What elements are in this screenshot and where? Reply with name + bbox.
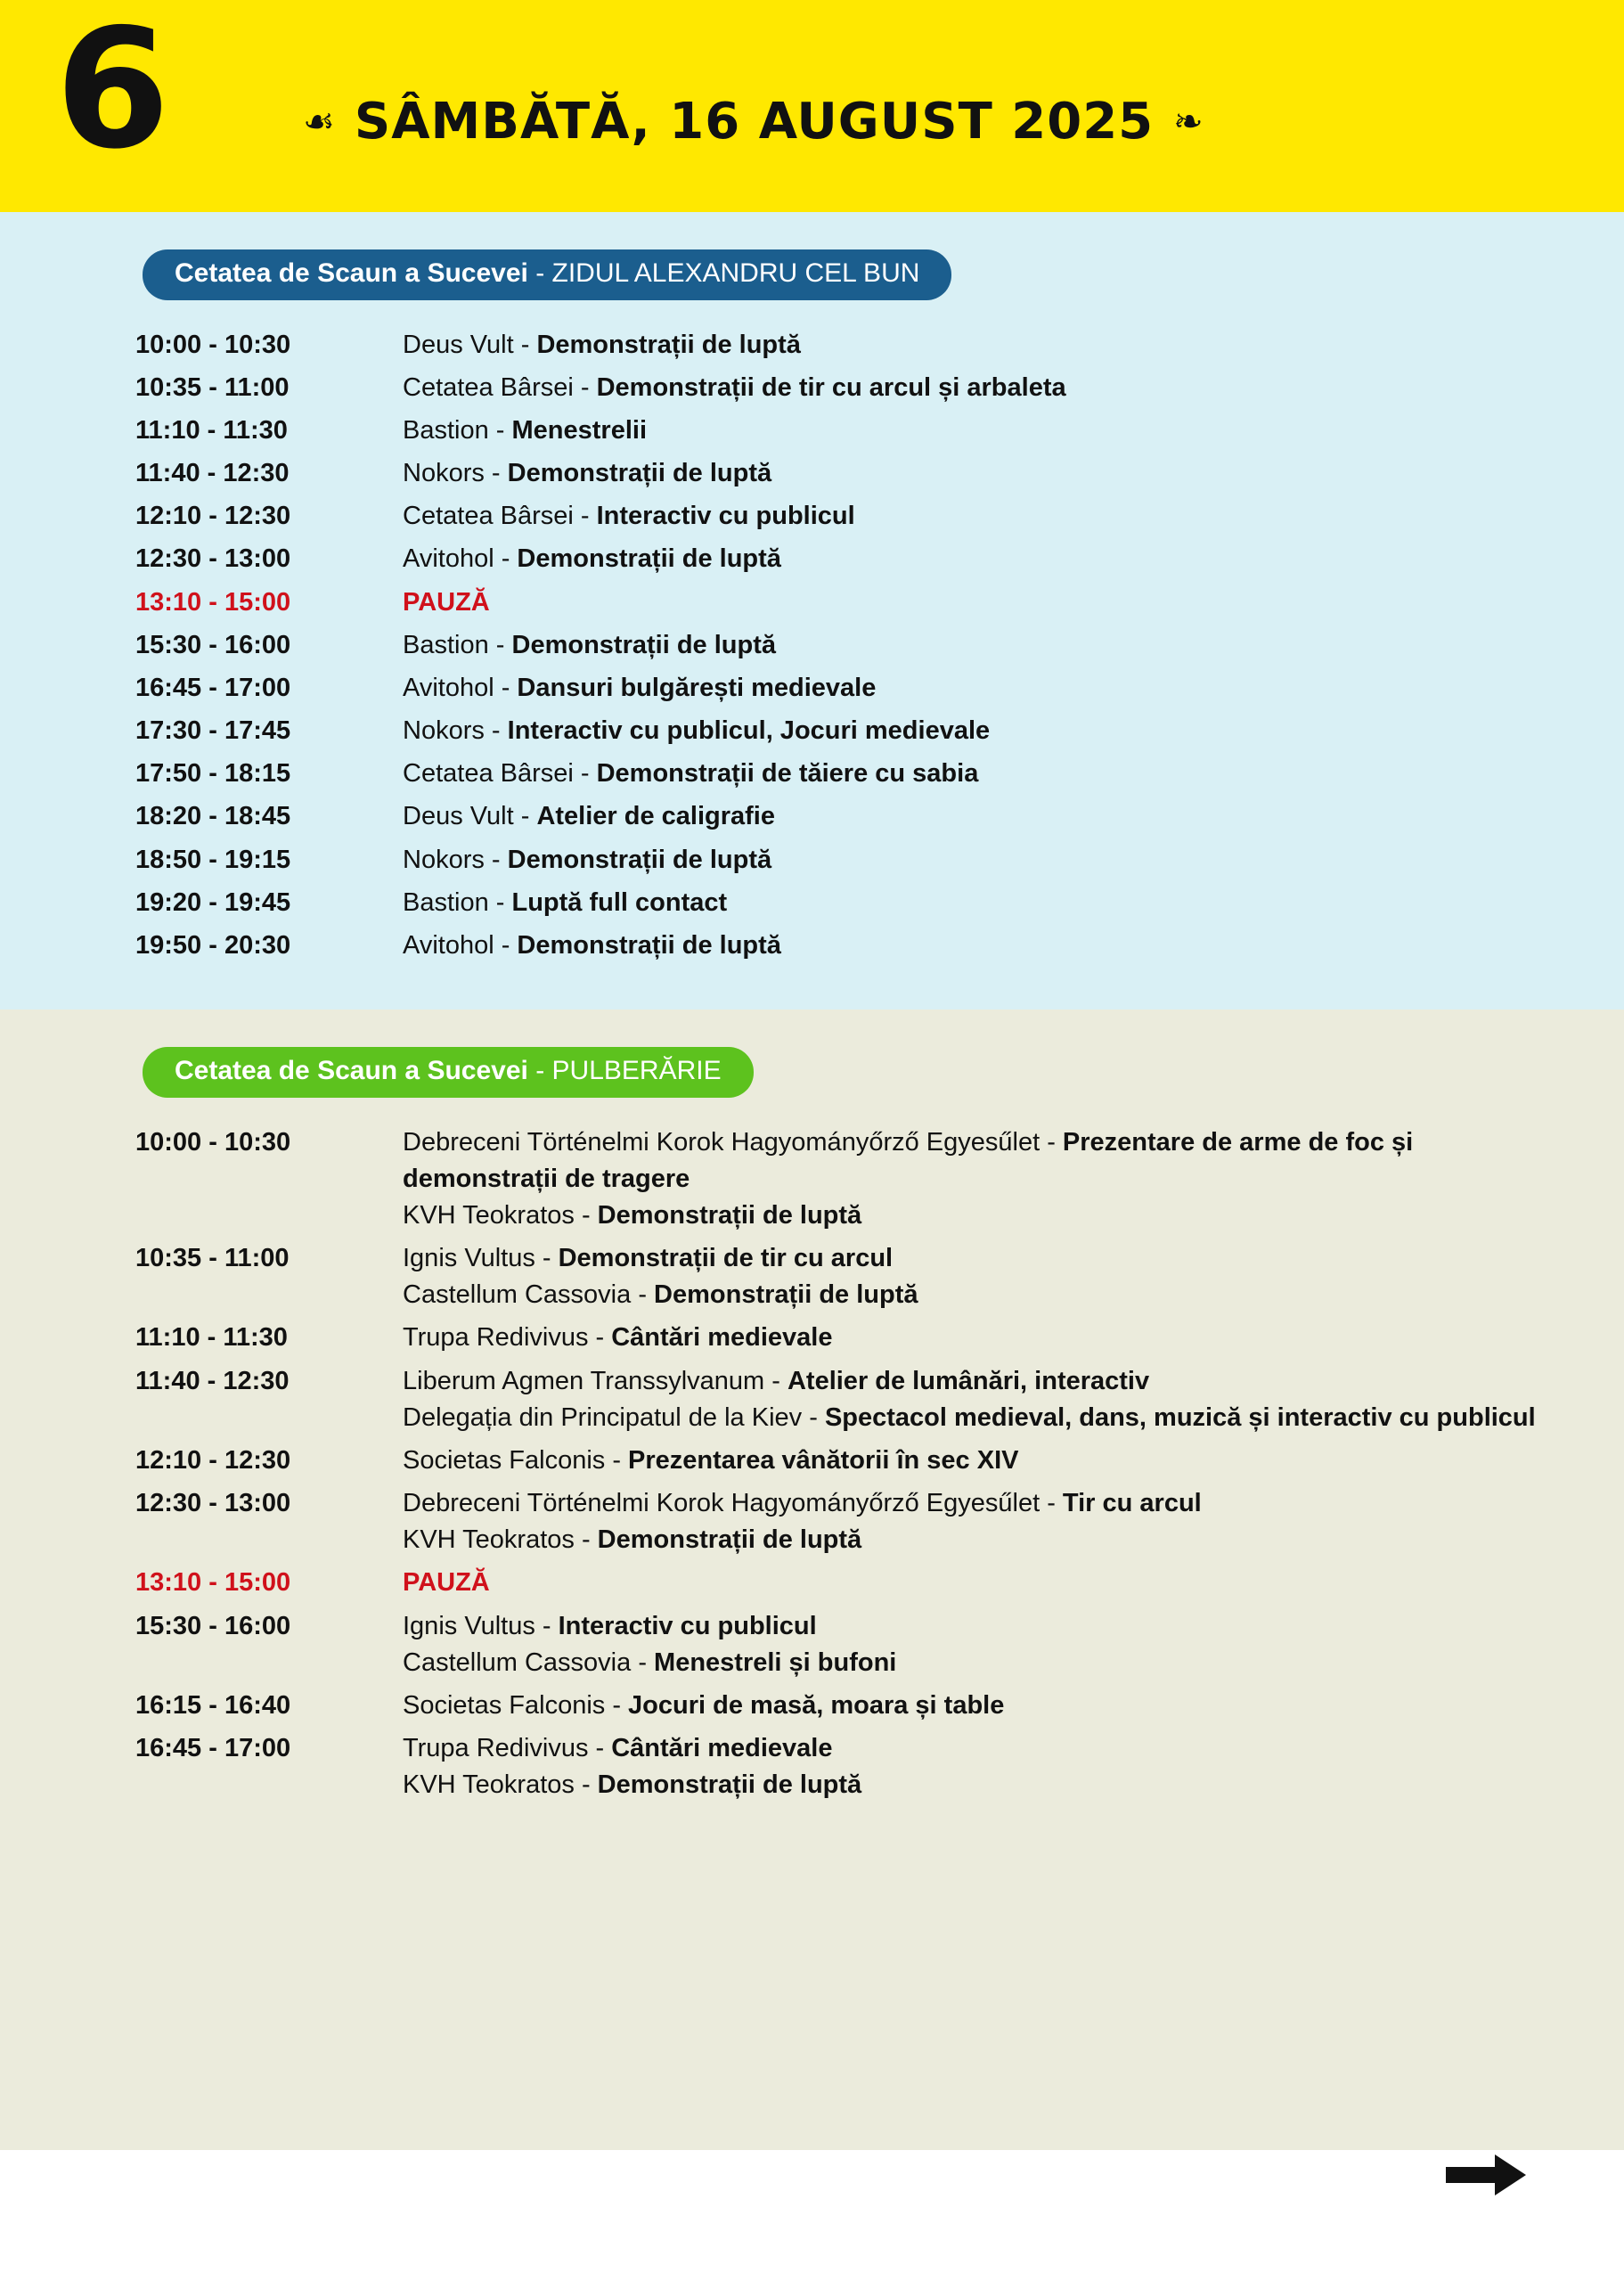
entry-activity: Atelier de lumânări, interactiv	[787, 1366, 1150, 1395]
entry-group: Bastion -	[403, 630, 512, 659]
entry-group: Liberum Agmen Transsylvanum -	[403, 1366, 788, 1395]
schedule-time: 18:20 - 18:45	[135, 802, 291, 831]
entry-activity: Luptă full contact	[511, 887, 728, 917]
entry-group: Castellum Cassovia -	[403, 1280, 655, 1310]
page-title: SÂMBĂTĂ, 16 AUGUST 2025	[354, 93, 1155, 151]
schedule-entries	[403, 1363, 1571, 1436]
schedule-time: 11:10 - 11:30	[135, 1323, 288, 1353]
entry-group: Nokors -	[403, 716, 508, 746]
entry-group: Cetatea Bârsei -	[403, 759, 597, 789]
schedule-row	[135, 1730, 1571, 1803]
schedule-row	[135, 1363, 1571, 1436]
schedule-row	[135, 455, 1571, 492]
schedule-row	[135, 627, 1571, 664]
entry-group: Trupa Redivivus -	[403, 1323, 612, 1353]
schedule-entries	[403, 1688, 1571, 1724]
day-number: 6	[55, 0, 167, 185]
schedule-entries	[403, 1565, 1571, 1601]
schedule-entries	[403, 498, 1571, 535]
schedule-entry	[403, 370, 1571, 406]
entry-activity: Prezentarea vânătorii în sec XIV	[628, 1445, 1019, 1475]
entry-group: KVH Teokratos -	[403, 1525, 598, 1555]
schedule-row	[135, 842, 1571, 879]
entry-group: Avitohol -	[403, 673, 518, 702]
entry-group: KVH Teokratos -	[403, 1770, 598, 1800]
schedule-entry	[403, 327, 1571, 364]
schedule-row	[135, 541, 1571, 577]
entry-group: Ignis Vultus -	[403, 1244, 559, 1273]
schedule-entry	[403, 585, 1571, 621]
schedule-row	[135, 413, 1571, 449]
schedule-time: 12:30 - 13:00	[135, 1489, 291, 1518]
entry-group: Castellum Cassovia -	[403, 1647, 655, 1677]
header-title-wrap	[303, 93, 1204, 151]
schedule-entries	[403, 455, 1571, 492]
schedule-entries	[403, 1608, 1571, 1681]
schedule-list	[0, 1124, 1624, 1804]
entry-activity: Menestreli și bufoni	[654, 1647, 897, 1677]
schedule-row	[135, 1608, 1571, 1681]
entry-activity: Demonstrații de luptă	[511, 630, 776, 659]
entry-activity: Demonstrații de luptă	[597, 1200, 862, 1230]
schedule-entry	[403, 1608, 1571, 1645]
schedule-entry	[403, 1277, 1571, 1313]
schedule-entry	[403, 670, 1571, 707]
schedule-entry	[403, 1767, 1571, 1803]
venue-area: - PULBERĂRIE	[527, 1056, 722, 1086]
schedule-entries	[403, 370, 1571, 406]
schedule-time: 16:45 - 17:00	[135, 1734, 291, 1763]
entry-activity: Interactiv cu publicul	[596, 502, 855, 531]
arrow-right-icon[interactable]	[1446, 2154, 1526, 2195]
schedule-row	[135, 885, 1571, 921]
entry-group: Societas Falconis -	[403, 1690, 629, 1720]
ornament-right-icon: ❧	[1173, 102, 1204, 142]
entry-group: Deus Vult -	[403, 330, 537, 359]
venue-name: Cetatea de Scaun a Sucevei	[175, 258, 528, 288]
page-header	[0, 0, 1624, 212]
schedule-entries	[403, 585, 1571, 621]
venue-badge	[143, 249, 951, 300]
schedule-entry	[403, 627, 1571, 664]
schedule-entries	[403, 756, 1571, 792]
entry-activity: Prezentare de arme de foc și demonstrații de tragere	[403, 1127, 1414, 1193]
schedule-entries	[403, 885, 1571, 921]
schedule-entry	[403, 1485, 1571, 1522]
schedule-entries	[403, 1124, 1571, 1235]
sections-root	[0, 212, 1624, 2150]
entry-activity: Jocuri de masă, moara și table	[628, 1690, 1005, 1720]
schedule-time: 16:45 - 17:00	[135, 673, 291, 702]
schedule-row	[135, 1443, 1571, 1479]
entry-activity: Demonstrații de tir cu arcul	[558, 1244, 894, 1273]
entry-activity: PAUZĂ	[403, 1568, 490, 1598]
schedule-time: 15:30 - 16:00	[135, 630, 291, 659]
schedule-entry	[403, 713, 1571, 749]
venue-name: Cetatea de Scaun a Sucevei	[175, 1056, 528, 1086]
schedule-entries	[403, 1240, 1571, 1313]
entry-group: Debreceni Történelmi Korok Hagyományőrző Egyesűlet -	[403, 1489, 1063, 1518]
entry-group: Bastion -	[403, 415, 512, 445]
schedule-entry	[403, 498, 1571, 535]
schedule-entry	[403, 1240, 1571, 1277]
schedule-entries	[403, 670, 1571, 707]
schedule-entries	[403, 541, 1571, 577]
schedule-entry	[403, 1688, 1571, 1724]
schedule-entry	[403, 455, 1571, 492]
entry-group: Deus Vult -	[403, 802, 537, 831]
schedule-time: 11:10 - 11:30	[135, 415, 288, 445]
entry-activity: Demonstrații de luptă	[597, 1525, 862, 1555]
schedule-time: 19:50 - 20:30	[135, 930, 291, 960]
entry-activity: Cântări medievale	[611, 1734, 833, 1763]
schedule-time: 17:30 - 17:45	[135, 716, 291, 746]
entry-activity: Demonstrații de luptă	[536, 330, 801, 359]
schedule-time: 10:00 - 10:30	[135, 1127, 291, 1157]
entry-group: Societas Falconis -	[403, 1445, 629, 1475]
schedule-row	[135, 1565, 1571, 1601]
schedule-entries	[403, 798, 1571, 835]
schedule-row	[135, 1688, 1571, 1724]
schedule-entry	[403, 1730, 1571, 1767]
schedule-time: 12:10 - 12:30	[135, 502, 291, 531]
entry-group: Cetatea Bârsei -	[403, 502, 597, 531]
schedule-row	[135, 1485, 1571, 1558]
schedule-row	[135, 498, 1571, 535]
schedule-entries	[403, 713, 1571, 749]
schedule-section	[0, 1010, 1624, 2150]
schedule-row	[135, 798, 1571, 835]
schedule-row	[135, 713, 1571, 749]
schedule-row	[135, 585, 1571, 621]
schedule-entry	[403, 885, 1571, 921]
schedule-entry	[403, 413, 1571, 449]
schedule-row	[135, 1124, 1571, 1235]
schedule-time: 11:40 - 12:30	[135, 459, 290, 488]
entry-activity: Demonstrații de luptă	[517, 544, 781, 574]
schedule-list	[0, 327, 1624, 965]
schedule-entries	[403, 842, 1571, 879]
schedule-time: 13:10 - 15:00	[135, 587, 291, 617]
schedule-entry	[403, 1645, 1571, 1681]
schedule-time: 13:10 - 15:00	[135, 1568, 291, 1598]
schedule-row	[135, 1320, 1571, 1356]
venue-badge	[143, 1047, 754, 1098]
schedule-time: 15:30 - 16:00	[135, 1611, 291, 1640]
schedule-entry	[403, 1363, 1571, 1400]
schedule-row	[135, 1240, 1571, 1313]
schedule-entry	[403, 1320, 1571, 1356]
schedule-entry	[403, 756, 1571, 792]
schedule-time: 17:50 - 18:15	[135, 759, 291, 789]
entry-activity: Interactiv cu publicul, Jocuri medievale	[507, 716, 991, 746]
schedule-entries	[403, 1320, 1571, 1356]
schedule-time: 10:35 - 11:00	[135, 372, 290, 402]
schedule-row	[135, 370, 1571, 406]
schedule-time: 11:40 - 12:30	[135, 1366, 290, 1395]
schedule-entry	[403, 1198, 1571, 1234]
entry-activity: Demonstrații de tir cu arcul și arbaleta	[596, 372, 1066, 402]
schedule-entry	[403, 1565, 1571, 1601]
entry-activity: Atelier de caligrafie	[536, 802, 775, 831]
entry-group: Delegația din Principatul de la Kiev -	[403, 1402, 825, 1432]
entry-activity: Demonstrații de tăiere cu sabia	[596, 759, 979, 789]
entry-activity: Menestrelii	[511, 415, 647, 445]
entry-group: Bastion -	[403, 887, 512, 917]
entry-activity: Dansuri bulgărești medievale	[517, 673, 877, 702]
entry-group: Cetatea Bârsei -	[403, 372, 597, 402]
entry-activity: Demonstrații de luptă	[654, 1280, 918, 1310]
schedule-entries	[403, 1485, 1571, 1558]
entry-activity: PAUZĂ	[403, 587, 490, 617]
schedule-row	[135, 670, 1571, 707]
schedule-entries	[403, 413, 1571, 449]
schedule-time: 12:10 - 12:30	[135, 1445, 291, 1475]
schedule-entry	[403, 798, 1571, 835]
schedule-entries	[403, 1443, 1571, 1479]
entry-group: Debreceni Történelmi Korok Hagyományőrző Egyesűlet -	[403, 1127, 1063, 1157]
entry-activity: Interactiv cu publicul	[558, 1611, 817, 1640]
schedule-row	[135, 327, 1571, 364]
schedule-time: 10:00 - 10:30	[135, 330, 291, 359]
entry-group: KVH Teokratos -	[403, 1200, 598, 1230]
schedule-entries	[403, 1730, 1571, 1803]
entry-group: Avitohol -	[403, 544, 518, 574]
schedule-entry	[403, 928, 1571, 964]
schedule-entry	[403, 541, 1571, 577]
schedule-entry	[403, 1443, 1571, 1479]
venue-area: - ZIDUL ALEXANDRU CEL BUN	[527, 258, 920, 288]
schedule-entry	[403, 1124, 1571, 1198]
entry-activity: Demonstrații de luptă	[507, 459, 772, 488]
entry-activity: Demonstrații de luptă	[597, 1770, 862, 1800]
schedule-entry	[403, 1522, 1571, 1558]
schedule-row	[135, 928, 1571, 964]
schedule-time: 12:30 - 13:00	[135, 544, 291, 574]
schedule-time: 18:50 - 19:15	[135, 845, 291, 874]
schedule-time: 19:20 - 19:45	[135, 887, 291, 917]
entry-group: Ignis Vultus -	[403, 1611, 559, 1640]
schedule-section	[0, 212, 1624, 1010]
entry-group: Nokors -	[403, 459, 508, 488]
schedule-entries	[403, 627, 1571, 664]
schedule-entries	[403, 928, 1571, 964]
schedule-entries	[403, 327, 1571, 364]
schedule-time: 10:35 - 11:00	[135, 1244, 290, 1273]
schedule-row	[135, 756, 1571, 792]
schedule-entry	[403, 842, 1571, 879]
schedule-time: 16:15 - 16:40	[135, 1690, 291, 1720]
entry-activity: Spectacol medieval, dans, muzică și interactiv cu publicul	[824, 1402, 1536, 1432]
entry-activity: Tir cu arcul	[1062, 1489, 1202, 1518]
ornament-left-icon: ☙	[303, 102, 335, 142]
entry-group: Avitohol -	[403, 930, 518, 960]
entry-activity: Demonstrații de luptă	[507, 845, 772, 874]
entry-activity: Demonstrații de luptă	[517, 930, 781, 960]
schedule-entry	[403, 1400, 1571, 1436]
entry-activity: Cântări medievale	[611, 1323, 833, 1353]
entry-group: Trupa Redivivus -	[403, 1734, 612, 1763]
entry-group: Nokors -	[403, 845, 508, 874]
